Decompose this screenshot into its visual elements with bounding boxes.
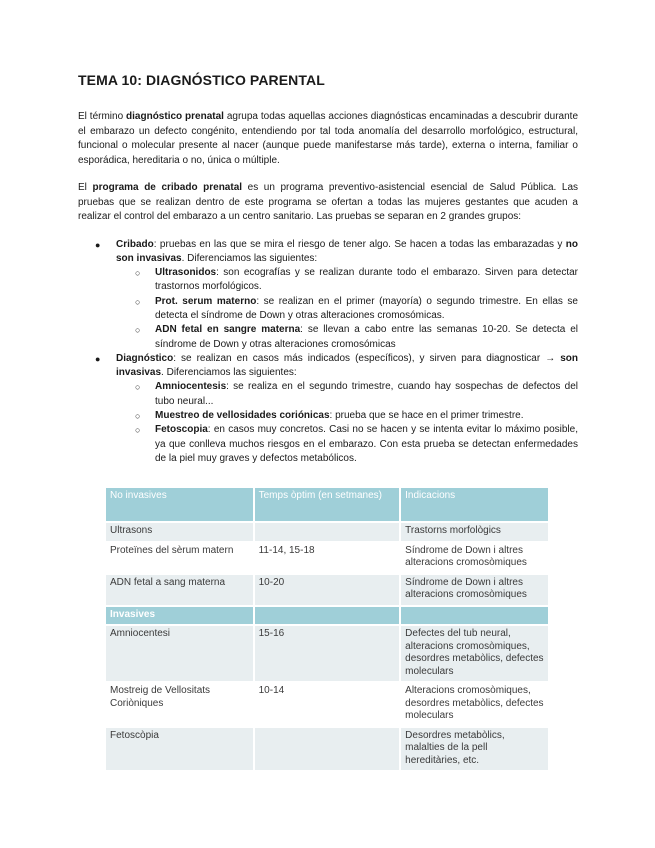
table-cell: Trastorns morfològics [400, 522, 549, 542]
bullet-icon: ● [95, 239, 101, 250]
table-cell: 10-14 [254, 682, 401, 727]
table-row [106, 522, 549, 542]
table-subheader-cell: Invasives [106, 606, 254, 626]
table-subheader-row [106, 606, 549, 626]
table-cell: 15-16 [254, 625, 401, 682]
circle-bullet-icon: ○ [135, 425, 141, 436]
table-cell [254, 727, 401, 772]
table-header-row [106, 488, 549, 522]
list-item: ○ Ultrasonidos: son ecografías y se realizan durante todo el embarazo. Sirven para detectar trastornos morfológicos. [135, 267, 578, 293]
table-row [106, 542, 549, 574]
table-cell: Desordres metabòlics, malalties de la pell hereditàries, etc. [400, 727, 549, 772]
circle-bullet-icon: ○ [135, 296, 141, 307]
bullet-icon: ● [95, 353, 101, 364]
table-cell: Amniocentesi [106, 625, 254, 682]
circle-bullet-icon: ○ [135, 382, 141, 393]
circle-bullet-icon: ○ [135, 325, 141, 336]
cribado-sublist [116, 266, 578, 352]
page-title: TEMA 10: DIAGNÓSTICO PARENTAL [78, 72, 325, 88]
table-header-cell: Temps òptim (en setmanes) [254, 488, 401, 522]
table-row [106, 682, 549, 727]
table-cell: 10-20 [254, 574, 401, 606]
list-item-cribado: ● Cribado: pruebas en las que se mira el riesgo de tener algo. Se hacen a todas las embarazadas y no son invasivas. Diferenciamos las siguientes: ○ Ultrasonidos: son ecografías y se realizan durante todo el embarazo. Sirven para detectar trastornos morfológicos. ○ Prot. serum materno: se realizan en el primer (mayoría) o segundo trimestre. En ellas se detecta el síndrome de Down y otras alteraciones cromosómicas. ○ ADN fetal en sangre materna: se llevan a cabo entre las semanas 10-20. Se detecta el síndrome de Down y otras alteraciones cromosómicas [78, 238, 578, 352]
document-page [78, 72, 578, 466]
table-cell: Defectes del tub neural, alteracions cromosòmiques, desordres metabòlics, defectes moleculars [400, 625, 549, 682]
list-item: ○ ADN fetal en sangre materna: se llevan a cabo entre las semanas 10-20. Se detecta el síndrome de Down y otras alteraciones cromosómicas [135, 324, 578, 350]
list-item: ○ Fetoscopia: en casos muy concretos. Casi no se hacen y se intenta evitar lo máximo posible, ya que conlleva muchos riesgos en el embarazo. Con esta prueba se detectan enfermedades de la piel muy graves y defectos metabólicos. [135, 424, 578, 464]
list-item: ○ Muestreo de vellosidades coriónicas: prueba que se hace en el primer trimestre. [116, 409, 578, 423]
paragraph-intro: El término diagnóstico prenatal agrupa todas aquellas acciones diagnósticas encaminadas a descubrir durante el embarazo un defecto congénito, entendiendo por tal toda anomalía del desarrollo morfológico, estructural, funcional o molecular presente al nacer (aunque puede manifestarse más tarde), externa o interna, familiar o esporádica, hereditaria o no, única o múltiple. [78, 111, 578, 166]
table-cell-empty [400, 606, 549, 626]
list-item: ○ Prot. serum materno: se realizan en el primer (mayoría) o segundo trimestre. En ellas se detecta el síndrome de Down y otras alteraciones cromosómicas. [135, 295, 578, 321]
paragraph-program: El programa de cribado prenatal es un programa preventivo-asistencial esencial de Salud Pública. Las pruebas que se realizan dentro de este programa se ofertan a todas las mujeres gestantes que acuden a realizar el control del embarazo a un centro sanitario. Las pruebas se separan en 2 grandes grupos: [78, 182, 579, 222]
table-cell [254, 522, 401, 542]
table-cell-empty [254, 606, 401, 626]
table-cell: ADN fetal a sang materna [106, 574, 254, 606]
list-item-diagnostico: ● Diagnóstico: se realizan en casos más indicados (específicos), y sirven para diagnosticar → son invasivas. Diferenciamos las siguientes: ○ Amniocentesis: se realiza en el segundo trimestre, cuando hay sospechas de defectos del tubo neural... ○ Muestreo de vellosidades coriónicas: prueba que se hace en el primer trimestre. ○ Fetoscopia: en casos muy concretos. Casi no se hacen y se intenta evitar lo máximo posible, ya que conlleva muchos riesgos en el embarazo. Con esta prueba se detectan enfermedades de la piel muy graves y defectos metabólicos. [78, 352, 578, 466]
circle-bullet-icon: ○ [135, 411, 141, 422]
table-row [106, 574, 549, 606]
table-cell: Síndrome de Down i altres alteracions cromosòmiques [400, 542, 549, 574]
table-cell: 11-14, 15-18 [254, 542, 401, 574]
table-row [106, 727, 549, 772]
table-cell: Ultrasons [106, 522, 254, 542]
table-header-cell: Indicacions [400, 488, 549, 522]
table-cell: Fetoscòpia [106, 727, 254, 772]
list-item: ○ Amniocentesis: se realiza en el segundo trimestre, cuando hay sospechas de defectos del tubo neural... [135, 381, 578, 407]
table-cell: Mostreig de Vellositats Coriòniques [106, 682, 254, 727]
diagnostico-sublist [116, 380, 578, 466]
table-cell: Síndrome de Down i altres alteracions cromosòmiques [400, 574, 549, 606]
circle-bullet-icon: ○ [135, 268, 141, 279]
table-row [106, 625, 549, 682]
table-header-cell: No invasives [106, 488, 254, 522]
tests-list [78, 238, 578, 467]
table-cell: Proteïnes del sèrum matern [106, 542, 254, 574]
tests-table [106, 488, 550, 772]
table-cell: Alteracions cromosòmiques, desordres metabòlics, defectes moleculars [400, 682, 549, 727]
